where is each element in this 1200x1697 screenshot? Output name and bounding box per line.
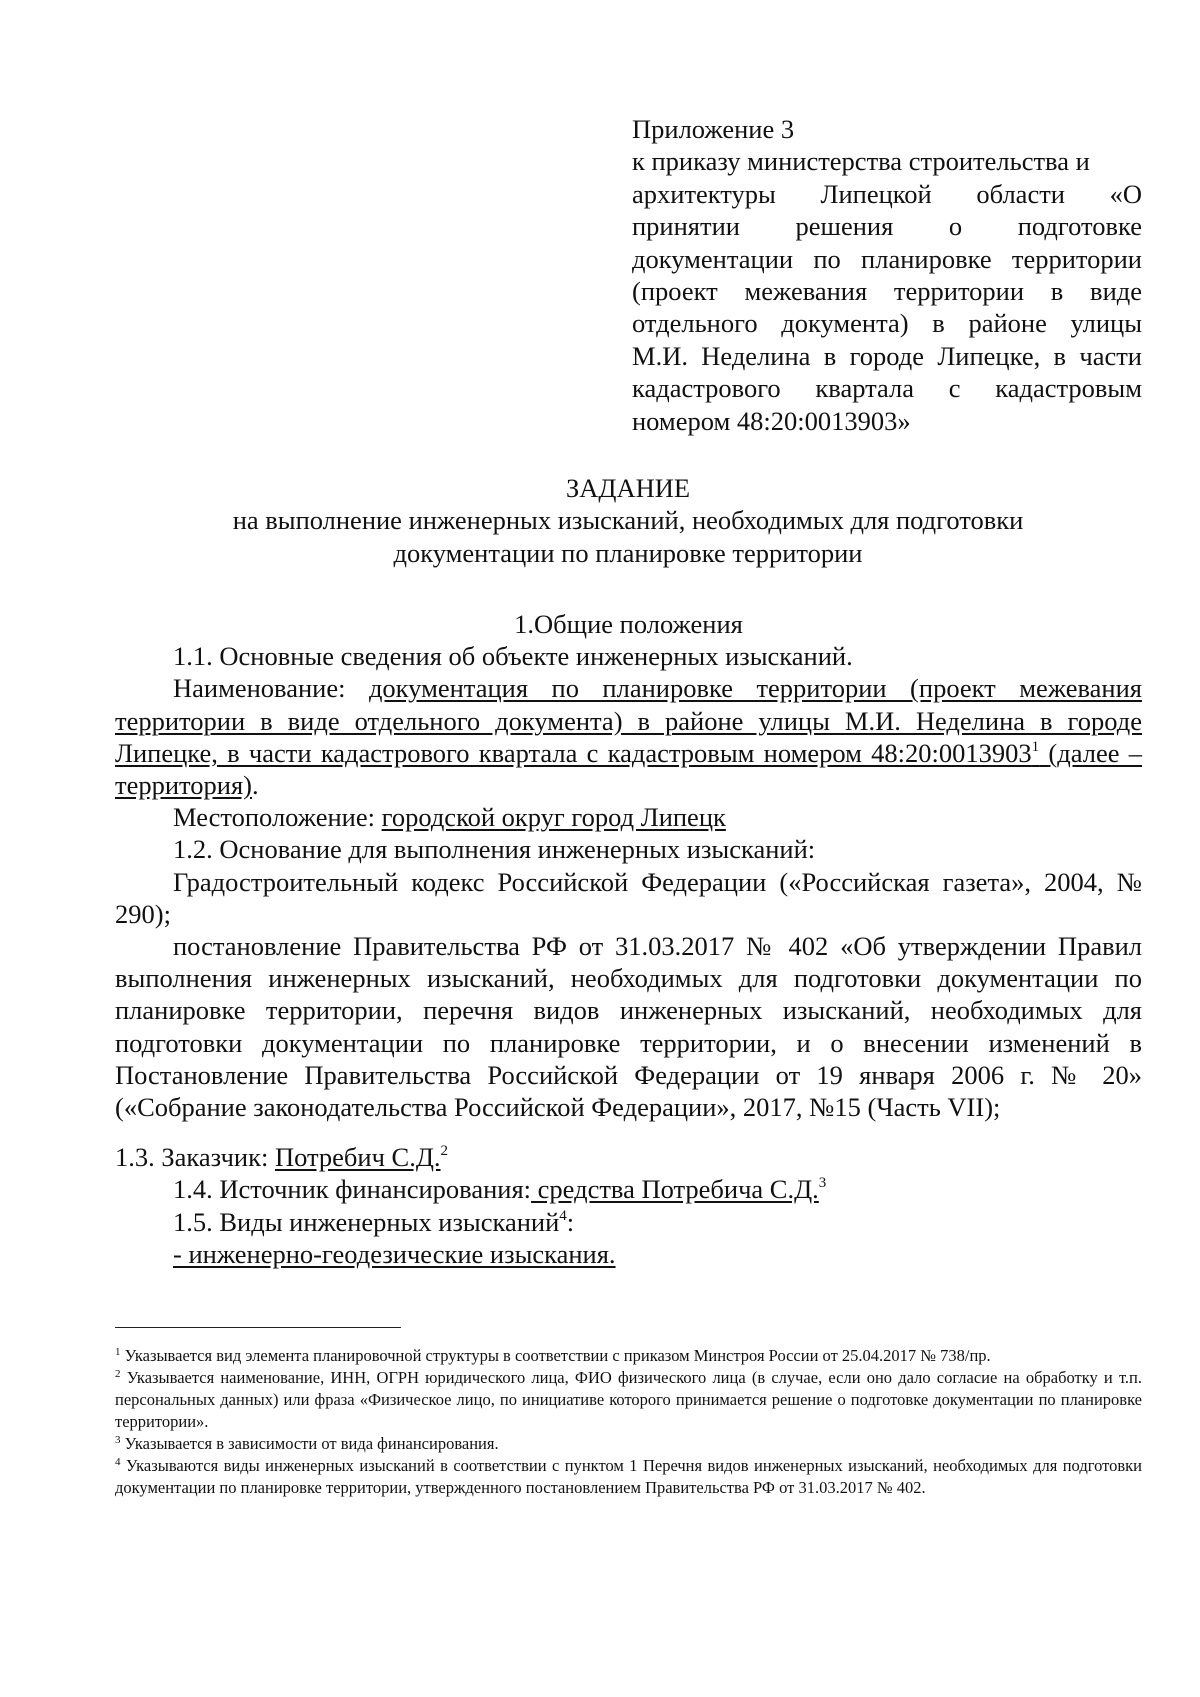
basis-paragraph: Градостроительный кодекс Российской Федерации («Российская газета», 2004, № 290); — [115, 866, 1142, 929]
annex-line: отдельного документа) в районе улицы — [632, 308, 1142, 339]
annex-line: номером 48:20:0013903» — [632, 405, 911, 436]
annex-line: принятии решения о подготовке — [632, 211, 1142, 242]
title-line: документации по планировке территории — [393, 537, 863, 568]
location-paragraph — [115, 801, 1142, 833]
document-body — [115, 608, 1142, 1270]
object-name-value: документация по планировке территории (проект межевания территории в виде отдельного документа) в районе улицы М.И. Неделина в городе Липецке, в части кадастрового квартала с кадастровым номером 48:20:0013903$^1$ (далее – территория) — [115, 673, 1142, 801]
annex-line: кадастрового квартала с кадастровым — [632, 373, 1142, 404]
annex-line: М.И. Неделина в городе Липецке, в части — [632, 340, 1142, 371]
title-heading: ЗАДАНИЕ — [565, 473, 691, 503]
footnote-mark: 4 — [115, 1456, 121, 1468]
paragraph: 1.2. Основание для выполнения инженерных изысканий: — [173, 834, 816, 865]
object-name-paragraph: Наименование: документация по планировке территории (проект межевания территории в виде отдельного документа) в районе улицы М.И. Неделина в городе Липецке, в части кадастрового квартала с кадастровым номером 48:20:0013903$^1$ (далее – территория). — [115, 673, 1142, 801]
object-name-label: Наименование: — [173, 673, 369, 704]
section-heading: 1.Общие положения — [514, 609, 743, 639]
footnote-ref: 3 — [818, 1175, 827, 1192]
customer-label: 1.3. Заказчик: — [115, 1142, 275, 1173]
footnote-mark: 3 — [115, 1434, 121, 1446]
footnote: $^4$ Указываются виды инженерных изысканий в соответствии с пунктом 1 Перечня видов инженерных изысканий, необходимых для подготовки документации по планировке территории, утвержденного постановлением Правительства РФ от 31.03.2017 № 402. — [115, 1456, 1142, 1497]
annex-line: документации по планировке территории — [632, 243, 1142, 274]
footnote: $^3$ Указывается в зависимости от вида финансирования. — [115, 1434, 499, 1453]
footnote-divider — [115, 1327, 401, 1328]
footnote: $^2$ Указывается наименование, ИНН, ОГРН юридического лица, ФИО физического лица (в случае, если оно дало согласие на обработку и т.п. персональных данных) или фраза «Физическое лицо, по инициативе которого принимается решение о подготовке документации по планировке территории». — [115, 1368, 1142, 1431]
funding-label: 1.4. Источник финансирования: — [173, 1174, 532, 1205]
survey-type-item: - инженерно-геодезические изыскания. — [173, 1238, 616, 1269]
survey-types-label: 1.5. Виды инженерных изысканий — [173, 1206, 560, 1237]
location-label: Местоположение: — [173, 802, 382, 833]
annex-line: к приказу министерства строительства и — [632, 146, 1090, 177]
footnotes — [115, 1345, 1142, 1499]
customer-value: Потребич С.Д. — [274, 1142, 441, 1173]
footnote-mark: 2 — [115, 1368, 121, 1380]
annex-block — [632, 113, 1142, 437]
annex-line: (проект межевания территории в виде — [632, 276, 1142, 307]
funding-paragraph — [115, 1173, 1142, 1205]
basis-paragraph: постановление Правительства РФ от 31.03.2017 № 402 «Об утверждении Правил выполнения инженерных изысканий, необходимых для подготовки документации по планировке территории, перечня видов инженерных изысканий, необходимых для подготовки документации по планировке территории, и о внесении изменений в Постановление Правительства Российской Федерации от 19 января 2006 г. № 20» («Собрание законодательства Российской Федерации», 2017, №15 (Часть VII); — [115, 931, 1142, 1123]
location-value: городской округ город Липецк — [381, 802, 726, 833]
customer-paragraph — [115, 1141, 1142, 1173]
footnote-ref: 1 — [1031, 738, 1040, 755]
title-line: на выполнение инженерных изысканий, необходимых для подготовки — [232, 505, 1024, 536]
document-title — [113, 472, 1143, 569]
spacer — [115, 1123, 1142, 1141]
survey-types-paragraph: 1.5. Виды инженерных изысканий$^4$: — [173, 1206, 575, 1237]
footnote-ref: 4 — [559, 1207, 567, 1224]
annex-line: архитектуры Липецкой области «О — [632, 178, 1142, 209]
funding-value: средства Потребича С.Д. — [531, 1174, 819, 1205]
footnote-mark: 1 — [115, 1346, 121, 1358]
paragraph: 1.1. Основные сведения об объекте инженерных изысканий. — [173, 641, 853, 672]
footnote-ref: 2 — [440, 1143, 449, 1160]
footnote: $^1$ Указывается вид элемента планировочной структуры в соответствии с приказом Минстроя России от 25.04.2017 № 738/пр. — [115, 1346, 991, 1365]
annex-line: Приложение 3 — [632, 114, 795, 144]
